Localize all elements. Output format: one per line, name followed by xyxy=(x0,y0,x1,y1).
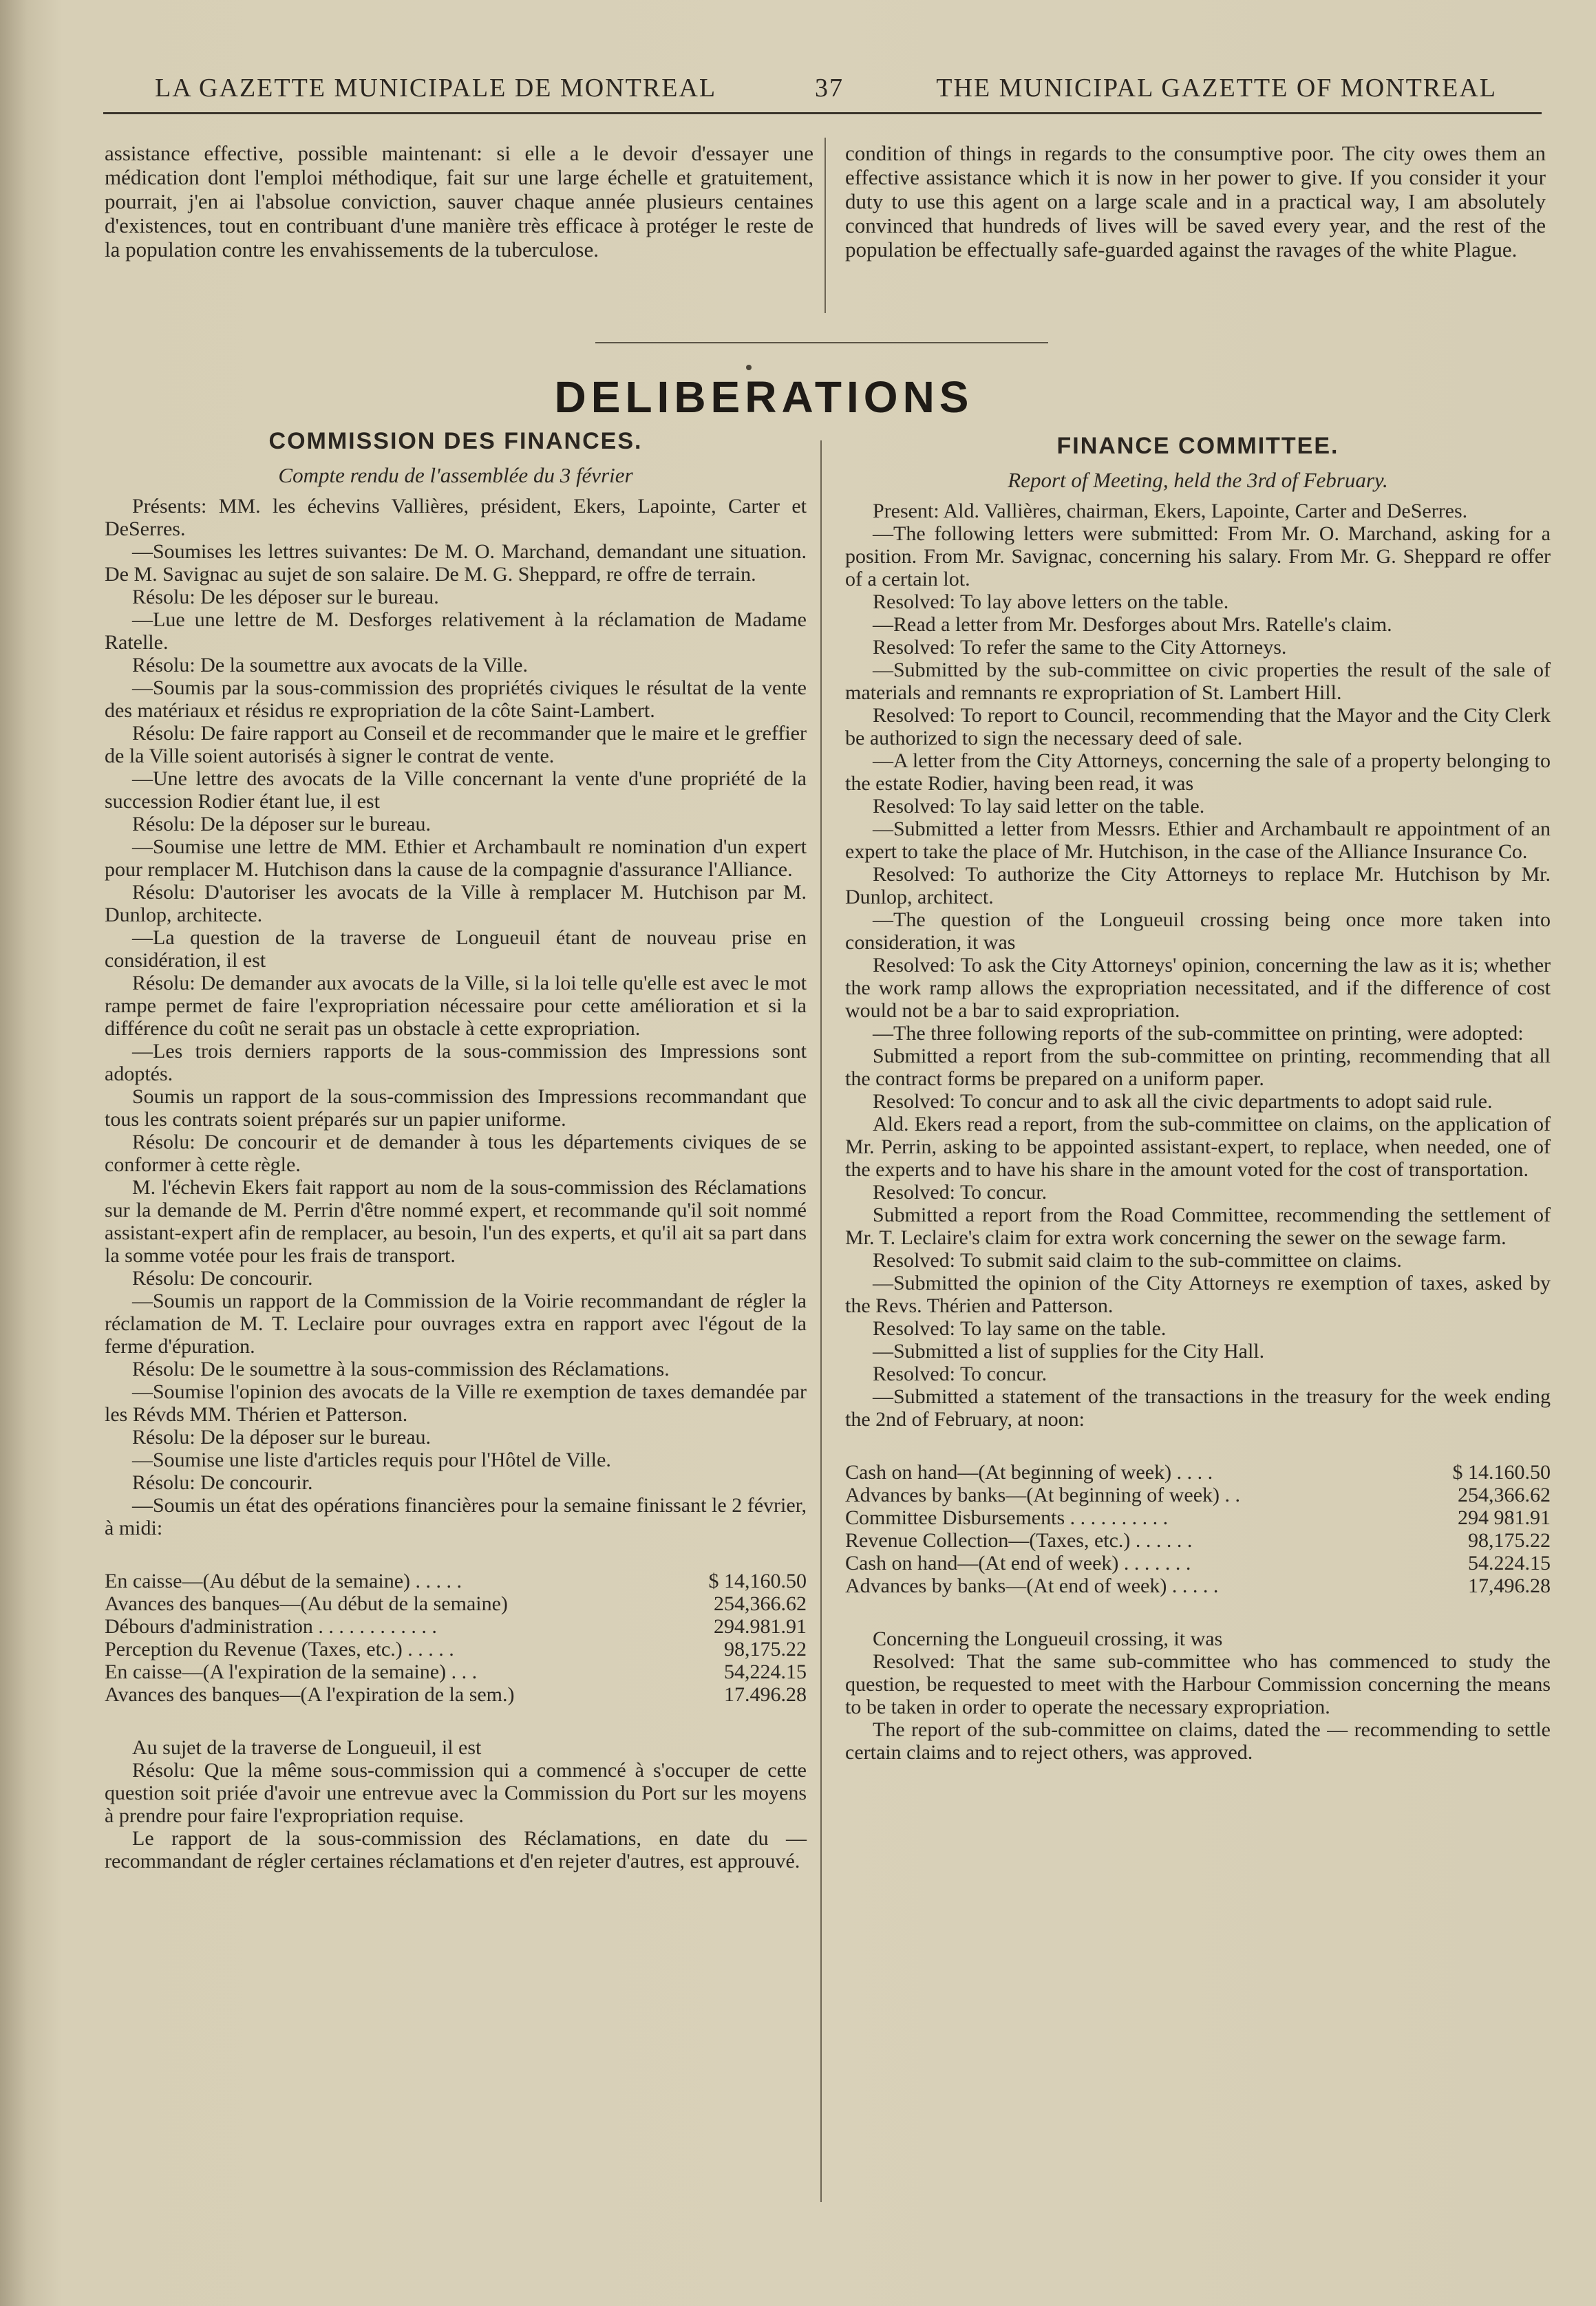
page-number: 37 xyxy=(815,74,844,103)
row-label: En caisse—(Au début de la semaine) . . . . . xyxy=(105,1570,462,1592)
header-rule xyxy=(103,112,1542,114)
running-header xyxy=(155,69,1497,110)
row-label: Avances des banques—(A l'expiration de la sem.) xyxy=(105,1683,515,1706)
minutes-paragraph: —Read a letter from Mr. Desforges about Mrs. Ratelle's claim. xyxy=(873,613,1392,636)
row-label: Avances des banques—(Au début de la semaine) xyxy=(105,1592,508,1615)
minutes-paragraph: Resolved: To lay said letter on the table. xyxy=(873,795,1205,818)
minutes-paragraph: Submitted a report from the Road Committee, recommending the settlement of Mr. T. Leclaire's claim for extra work concerning the sewer on the sewage farm. xyxy=(845,1204,1551,1249)
meeting-subtitle-en: Report of Meeting, held the 3rd of February. xyxy=(1008,468,1388,492)
committee-heading-fr: COMMISSION DES FINANCES. xyxy=(268,428,643,454)
minutes-paragraph: Resolved: To lay above letters on the table. xyxy=(873,590,1229,613)
row-amount: 294 981.91 xyxy=(1458,1506,1551,1529)
minutes-paragraph: Resolved: To concur and to ask all the civic departments to adopt said rule. xyxy=(873,1090,1493,1113)
table-row xyxy=(105,1592,807,1615)
row-label: Committee Disbursements . . . . . . . . . . xyxy=(845,1506,1169,1529)
minutes-paragraph: —Les trois derniers rapports de la sous-commission des Impressions sont adoptés. xyxy=(105,1040,807,1085)
row-label: Advances by banks—(At end of week) . . . . . xyxy=(845,1574,1219,1597)
row-amount: 254,366.62 xyxy=(1458,1484,1551,1506)
minutes-body-en xyxy=(845,500,1551,1431)
treasury-table-en xyxy=(845,1461,1551,1597)
minutes-paragraph: —A letter from the City Attorneys, concerning the sale of a property belonging to the estate Rodier, having been read, it was xyxy=(845,749,1551,795)
header-title-fr: LA GAZETTE MUNICIPALE DE MONTREAL xyxy=(155,74,717,103)
minutes-paragraph: —Submitted a list of supplies for the City Hall. xyxy=(873,1340,1265,1363)
row-label: En caisse—(A l'expiration de la semaine) . . . xyxy=(105,1661,478,1683)
minutes-body-fr xyxy=(105,495,807,1539)
table-row xyxy=(845,1552,1551,1574)
minutes-paragraph: Concerning the Longueuil crossing, it was xyxy=(873,1627,1223,1650)
minutes-paragraph: —La question de la traverse de Longueuil étant de nouveau prise en considération, il est xyxy=(105,926,807,972)
row-amount: 98,175.22 xyxy=(724,1638,807,1661)
minutes-paragraph: Résolu: D'autoriser les avocats de la Ville à remplacer M. Hutchison par M. Dunlop, architecte. xyxy=(105,881,807,926)
minutes-paragraph: —Soumise une liste d'articles requis pour l'Hôtel de Ville. xyxy=(132,1449,611,1471)
column-english xyxy=(845,435,1551,1764)
minutes-paragraph: —Lue une lettre de M. Desforges relativement à la réclamation de Madame Ratelle. xyxy=(105,608,807,654)
table-row xyxy=(845,1506,1551,1529)
minutes-paragraph: Resolved: To lay same on the table. xyxy=(873,1317,1167,1340)
minutes-paragraph: —Soumis un état des opérations financières pour la semaine finissant le 2 février, à midi: xyxy=(105,1494,807,1539)
minutes-paragraph: Submitted a report from the sub-committee on printing, recommending that all the contract forms be prepared on a uniform paper. xyxy=(845,1045,1551,1090)
table-row xyxy=(105,1638,807,1661)
minutes-paragraph: —Soumise l'opinion des avocats de la Ville re exemption de taxes demandée par les Révds MM. Thérien et Patterson. xyxy=(105,1380,807,1426)
minutes-paragraph: Resolved: To refer the same to the City Attorneys. xyxy=(873,636,1287,659)
minutes-paragraph: Résolu: De le soumettre à la sous-commission des Réclamations. xyxy=(132,1358,670,1380)
minutes-closing-en xyxy=(845,1627,1551,1764)
row-amount: 98,175.22 xyxy=(1468,1529,1551,1552)
minutes-paragraph: —Submitted a statement of the transactions in the treasury for the week ending the 2nd of February, at noon: xyxy=(845,1385,1551,1431)
intro-en: condition of things in regards to the consumptive poor. The city owes them an effective assistance which it is now in her power to give. If you consider it your duty to use this agent on a large scale and in a practical way, I am absolutely convinced that hundreds of lives will be saved every year, and the rest of the population be effectually safe-guarded against the ravages of the white Plague. xyxy=(845,141,1546,261)
column-french xyxy=(105,430,807,1872)
row-amount: 54.224.15 xyxy=(1468,1552,1551,1574)
minutes-closing-fr xyxy=(105,1736,807,1872)
table-row xyxy=(105,1683,807,1706)
row-label: Débours d'administration . . . . . . . . . . . . xyxy=(105,1615,437,1638)
section-rule xyxy=(595,342,1048,343)
minutes-paragraph: Resolved: To concur. xyxy=(873,1181,1047,1204)
header-title-en: THE MUNICIPAL GAZETTE OF MONTREAL xyxy=(936,74,1497,103)
section-title: DELIBERATIONS xyxy=(554,372,974,422)
minutes-paragraph: —Soumis un rapport de la Commission de la Voirie recommandant de régler la réclamation de M. T. Leclaire pour ouvrages extra en rapport avec l'égout de la ferme d'épuration. xyxy=(105,1290,807,1358)
minutes-paragraph: Résolu: De concourir. xyxy=(132,1267,313,1290)
row-label: Advances by banks—(At beginning of week) . . xyxy=(845,1484,1241,1506)
section-ornament xyxy=(746,365,752,370)
minutes-paragraph: Au sujet de la traverse de Longueuil, il est xyxy=(132,1736,482,1759)
table-row xyxy=(105,1615,807,1638)
treasury-table-fr xyxy=(105,1570,807,1706)
meeting-subtitle-fr: Compte rendu de l'assemblée du 3 février xyxy=(278,463,633,487)
minutes-paragraph: Resolved: To authorize the City Attorneys to replace Mr. Hutchison by Mr. Dunlop, architect. xyxy=(845,863,1551,908)
minutes-paragraph: Résolu: De faire rapport au Conseil et de recommander que le maire et le greffier de la Ville soient autorisés à signer le contrat de vente. xyxy=(105,722,807,767)
minutes-paragraph: Résolu: De concourir. xyxy=(132,1471,313,1494)
minutes-paragraph: Résolu: De demander aux avocats de la Ville, si la loi telle qu'elle est avec le mot rampe permet de faire l'expropriation nécessaire pour cette amélioration et si la différence du coût ne serait pas un obstacle à cette expropriation. xyxy=(105,972,807,1040)
minutes-paragraph: —Submitted the opinion of the City Attorneys re exemption of taxes, asked by the Revs. Thérien and Patterson. xyxy=(845,1272,1551,1317)
table-row xyxy=(105,1661,807,1683)
minutes-paragraph: Résolu: De la déposer sur le bureau. xyxy=(132,813,432,835)
table-row xyxy=(845,1484,1551,1506)
minutes-paragraph: —The three following reports of the sub-committee on printing, were adopted: xyxy=(873,1022,1524,1045)
row-label: Cash on hand—(At beginning of week) . . . . xyxy=(845,1461,1213,1484)
table-row xyxy=(845,1529,1551,1552)
row-label: Cash on hand—(At end of week) . . . . . . . xyxy=(845,1552,1191,1574)
minutes-paragraph: M. l'échevin Ekers fait rapport au nom de la sous-commission des Réclamations sur la demande de M. Perrin d'être nommé expert, et recommande qu'il soit nommé assistant-expert afin de remplacer, au besoin, l'un des experts, et qu'il ait sa part dans la somme votée pour les frais de transport. xyxy=(105,1176,807,1267)
row-amount: 254,366.62 xyxy=(714,1592,807,1615)
minutes-paragraph: Présents: MM. les échevins Vallières, président, Ekers, Lapointe, Carter et DeSerres. xyxy=(105,495,807,540)
minutes-paragraph: —Une lettre des avocats de la Ville concernant la vente d'une propriété de la succession Rodier étant lue, il est xyxy=(105,767,807,813)
minutes-paragraph: Résolu: De la déposer sur le bureau. xyxy=(132,1426,432,1449)
row-label: Perception du Revenue (Taxes, etc.) . . . . . xyxy=(105,1638,454,1661)
committee-heading-en: FINANCE COMMITTEE. xyxy=(1056,433,1339,459)
column-divider xyxy=(820,440,822,2202)
minutes-paragraph: Résolu: De la soumettre aux avocats de la Ville. xyxy=(132,654,528,676)
minutes-paragraph: Resolved: To concur. xyxy=(873,1363,1047,1385)
row-amount: 54,224.15 xyxy=(724,1661,807,1683)
minutes-paragraph: Soumis un rapport de la sous-commission des Impressions recommandant que tous les contrats soient préparés sur un papier uniforme. xyxy=(105,1085,807,1131)
minutes-paragraph: —Soumis par la sous-commission des propriétés civiques le résultat de la vente des matériaux et résidus re expropriation de la côte Saint-Lambert. xyxy=(105,676,807,722)
row-amount: 294.981.91 xyxy=(714,1615,807,1638)
row-amount: $ 14,160.50 xyxy=(708,1570,807,1592)
minutes-paragraph: —The following letters were submitted: From Mr. O. Marchand, asking for a position. From Mr. Savignac, concerning his salary. From Mr. G. Sheppard re offer of a certain lot. xyxy=(845,522,1551,590)
column-divider-intro xyxy=(824,138,826,313)
table-row xyxy=(845,1574,1551,1597)
minutes-paragraph: —Soumises les lettres suivantes: De M. O. Marchand, demandant une situation. De M. Savignac au sujet de son salaire. De M. G. Sheppard, re offre de terrain. xyxy=(105,540,807,586)
table-row xyxy=(845,1461,1551,1484)
minutes-paragraph: Resolved: To report to Council, recommending that the Mayor and the City Clerk be authorized to sign the necessary deed of sale. xyxy=(845,704,1551,749)
minutes-paragraph: Resolved: To ask the City Attorneys' opinion, concerning the law as it is; whether the work ramp allows the expropriation necessitated, and if the difference of cost would not be a bar to said expropriation. xyxy=(845,954,1551,1022)
minutes-paragraph: The report of the sub-committee on claims, dated the — recommending to settle certain claims and to reject others, was approved. xyxy=(845,1718,1551,1764)
minutes-paragraph: Résolu: De concourir et de demander à tous les départements civiques de se conformer à cette règle. xyxy=(105,1131,807,1176)
minutes-paragraph: Résolu: De les déposer sur le bureau. xyxy=(132,586,439,608)
minutes-paragraph: —The question of the Longueuil crossing being once more taken into consideration, it was xyxy=(845,908,1551,954)
minutes-paragraph: Resolved: That the same sub-committee who has commenced to study the question, be requested to meet with the Harbour Commission concerning the means to be taken in order to operate the necessary expropriation. xyxy=(845,1650,1551,1718)
table-row xyxy=(105,1570,807,1592)
minutes-paragraph: —Submitted a letter from Messrs. Ethier and Archambault re appointment of an expert to take the place of Mr. Hutchison, in the case of the Alliance Insurance Co. xyxy=(845,818,1551,863)
row-amount: $ 14.160.50 xyxy=(1452,1461,1551,1484)
minutes-paragraph: Le rapport de la sous-commission des Réclamations, en date du — recommandant de régler certaines réclamations et d'en rejeter d'autres, est approuvé. xyxy=(105,1827,807,1872)
minutes-paragraph: Resolved: To submit said claim to the sub-committee on claims. xyxy=(873,1249,1402,1272)
row-amount: 17.496.28 xyxy=(724,1683,807,1706)
row-label: Revenue Collection—(Taxes, etc.) . . . . . . xyxy=(845,1529,1193,1552)
minutes-paragraph: Ald. Ekers read a report, from the sub-committee on claims, on the application of Mr. Perrin, asking to be appointed assistant-expert, to replace, when needed, one of the experts and to have his share in the amount voted for the cost of transportation. xyxy=(845,1113,1551,1181)
row-amount: 17,496.28 xyxy=(1468,1574,1551,1597)
minutes-paragraph: Present: Ald. Vallières, chairman, Ekers, Lapointe, Carter and DeSerres. xyxy=(873,500,1468,522)
minutes-paragraph: Résolu: Que la même sous-commission qui a commencé à s'occuper de cette question soit priée d'avoir une entrevue avec la Commission du Port sur les moyens à prendre pour faire l'expropriation requise. xyxy=(105,1759,807,1827)
minutes-paragraph: —Submitted by the sub-committee on civic properties the result of the sale of materials and remnants re expropriation of St. Lambert Hill. xyxy=(845,659,1551,704)
intro-fr: assistance effective, possible maintenant: si elle a le devoir d'essayer une médication dont l'emploi méthodique, fait sur une large échelle et gratuitement, pourrait, j'en ai l'absolue conviction, sauver chaque année plusieurs centaines d'existences, tout en contribuant d'une manière très efficace à protéger le reste de la population contre les envahissements de la tuberculose. xyxy=(105,141,813,261)
minutes-paragraph: —Soumise une lettre de MM. Ethier et Archambault re nomination d'un expert pour remplacer M. Hutchison dans la cause de la compagnie d'assurance l'Alliance. xyxy=(105,835,807,881)
